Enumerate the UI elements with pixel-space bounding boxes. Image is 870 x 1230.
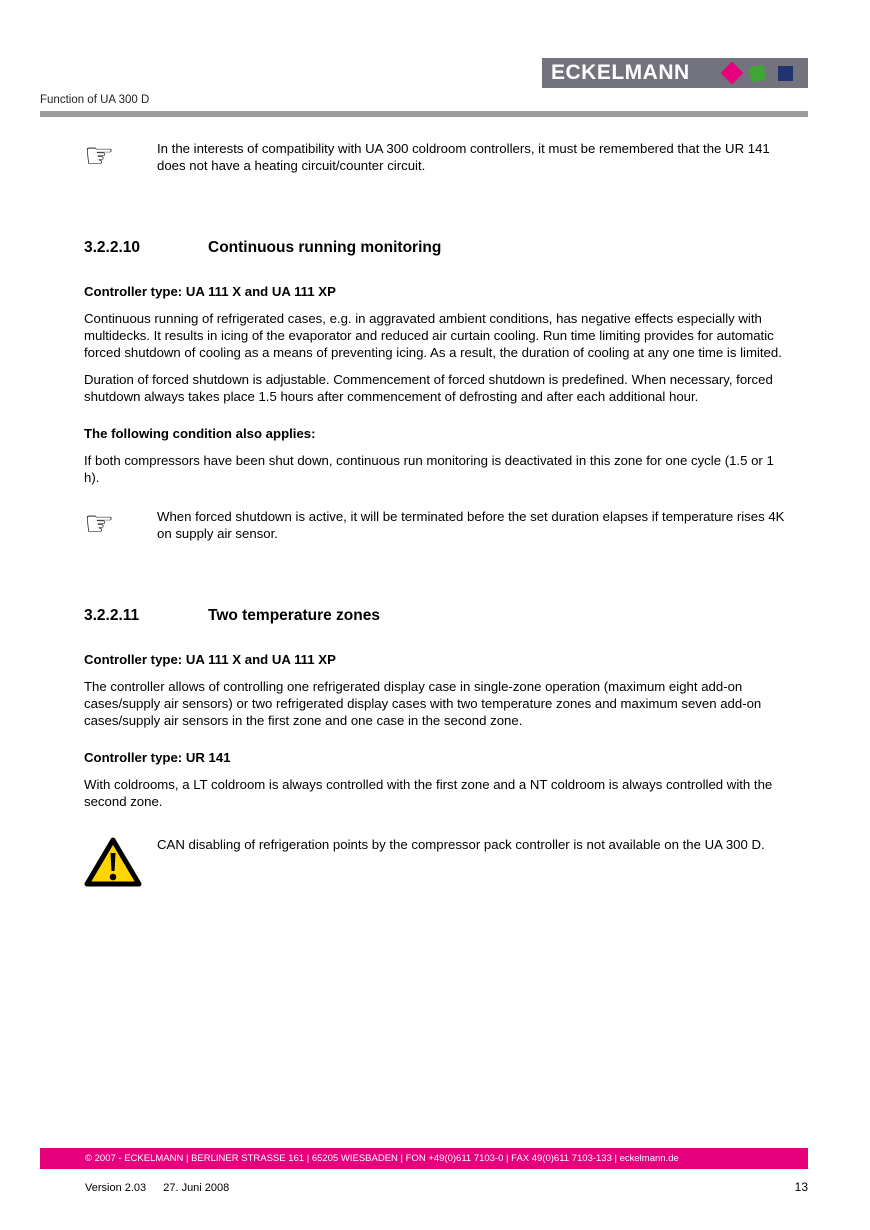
section-title: Continuous running monitoring	[208, 239, 442, 256]
logo-blue-square-icon	[778, 66, 793, 81]
note-text: In the interests of compatibility with UA 300 coldroom controllers, it must be remembered that the UR 141 does not have a heating circuit/counter circuit.	[157, 141, 770, 173]
section-heading	[84, 606, 792, 625]
note-text: When forced shutdown is active, it will be terminated before the set duration elapses if temperature rises 4K on supply air sensor.	[157, 509, 785, 541]
logo-diamond-icon	[721, 62, 744, 85]
header-rule	[40, 111, 808, 117]
pointing-hand-icon: ☞	[84, 505, 115, 543]
paragraph: Duration of forced shutdown is adjustable. Commencement of forced shutdown is predefined. When necessary, forced shutdown always takes place 1.5 hours after commencement of defrosting and after each additional hour.	[84, 372, 773, 404]
section-number: 3.2.2.11	[84, 607, 140, 624]
controller-type-heading: Controller type: UA 111 X and UA 111 XP	[84, 652, 336, 667]
footer-contact-bar: © 2007 - ECKELMANN | BERLINER STRASSE 161 | 65205 WIESBADEN | FON +49(0)611 7103-0 | FAX 49(0)611 7103-133 | eckelmann.de	[40, 1148, 808, 1169]
section-number: 3.2.2.10	[84, 239, 141, 256]
controller-type-heading: Controller type: UA 111 X and UA 111 XP	[84, 284, 336, 299]
warning-text: CAN disabling of refrigeration points by the compressor pack controller is not available on the UA 300 D.	[157, 837, 765, 852]
paragraph: The controller allows of controlling one refrigerated display case in single-zone operation (maximum eight add-on cases/supply air sensors) or two refrigerated display cases with two temperature zones and maximum seven add-on cases/supply air sensors in the first zone and one case in the second zone.	[84, 679, 762, 728]
section-heading	[84, 238, 792, 257]
page-content	[84, 137, 792, 892]
footer-version: Version 2.03	[85, 1182, 147, 1194]
pointing-hand-icon: ☞	[84, 137, 115, 175]
section-title: Two temperature zones	[208, 607, 380, 624]
logo-text: ECKELMANN	[551, 61, 690, 84]
warning-triangle-icon	[84, 834, 157, 892]
note-block	[84, 137, 792, 175]
paragraph: If both compressors have been shut down, continuous run monitoring is deactivated in this zone for one cycle (1.5 or 1 h).	[84, 453, 774, 485]
paragraph: Continuous running of refrigerated cases, e.g. in aggravated ambient conditions, has negative effects especially with multidecks. It results in icing of the evaporator and reduced air curtain cooling. Run time limiting provides for automatic forced shutdown of cooling as a means of preventing icing. As a result, the duration of cooling at any one time is limited.	[84, 311, 782, 360]
eckelmann-logo	[542, 58, 808, 88]
condition-heading: The following condition also applies:	[84, 426, 316, 441]
logo-green-square-icon	[749, 65, 766, 82]
footer-version-line	[85, 1182, 229, 1194]
section-header-label: Function of UA 300 D	[40, 94, 150, 106]
page-number: 13	[794, 1180, 808, 1194]
warning-block	[84, 834, 792, 892]
note-block	[84, 505, 792, 543]
paragraph: With coldrooms, a LT coldroom is always controlled with the first zone and a NT coldroom is always controlled with the second zone.	[84, 777, 773, 809]
logo-shapes-icon	[720, 58, 808, 88]
controller-type-heading: Controller type: UR 141	[84, 750, 231, 765]
footer-date: 27. Juni 2008	[163, 1182, 230, 1194]
